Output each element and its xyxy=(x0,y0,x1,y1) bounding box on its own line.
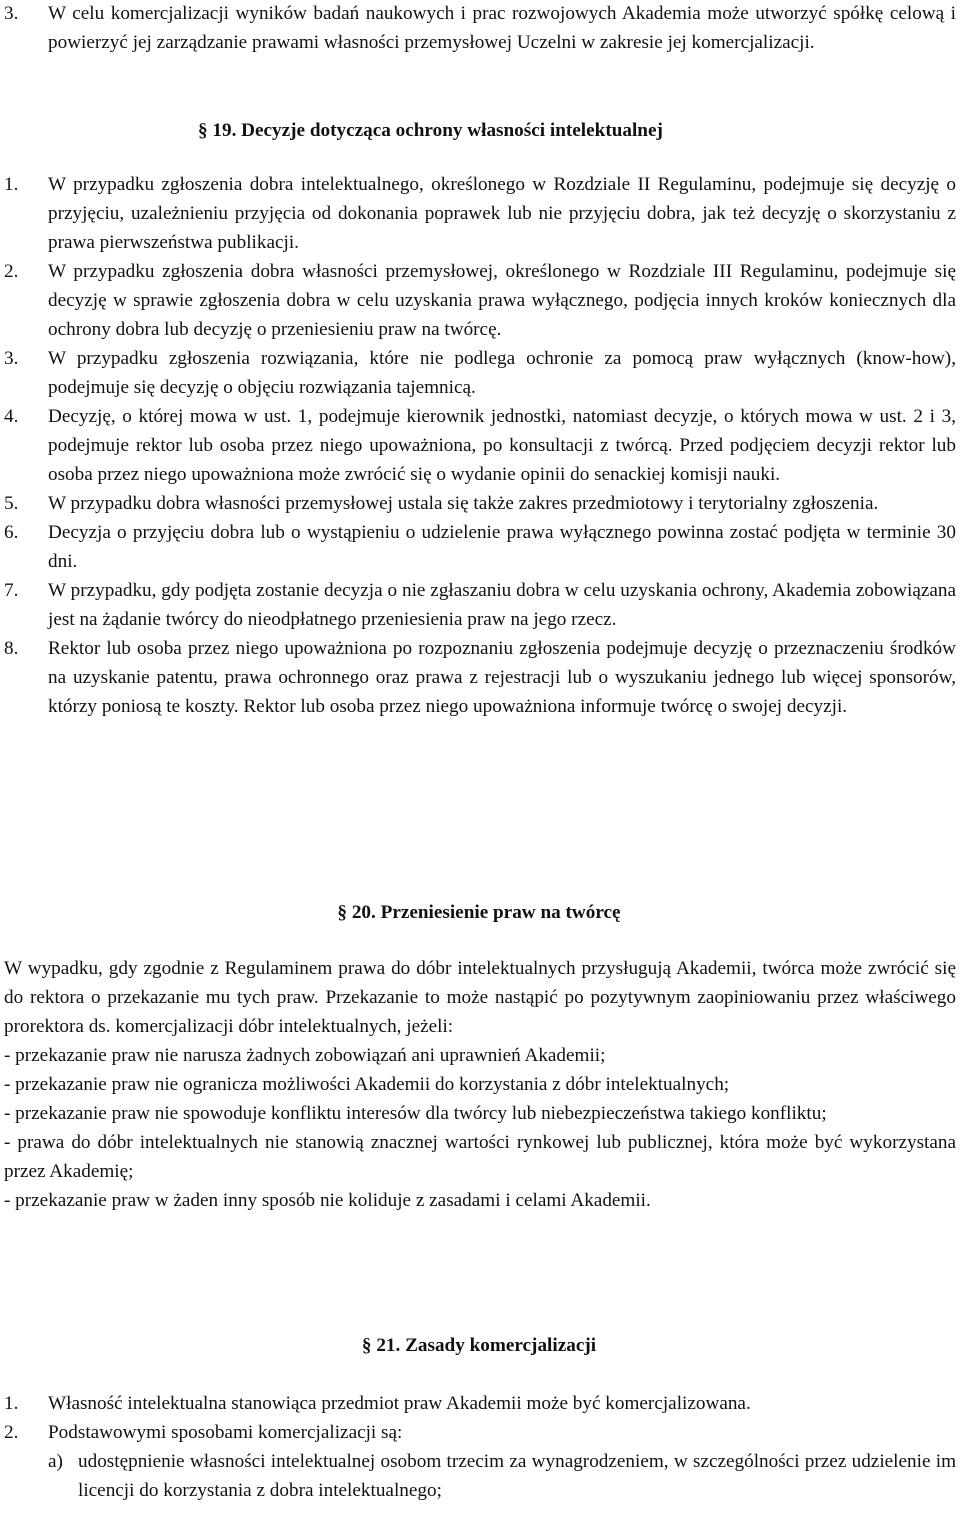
section-number: § 21. xyxy=(361,1335,401,1356)
condition-item: - przekazanie praw nie spowoduje konfliktu interesów dla twórcy lub niebezpieczeństwa takiego konfliktu; xyxy=(4,1103,827,1124)
item-text: W celu komercjalizacji wyników badań naukowych i prac rozwojowych Akademia może utworzyć spółkę celową i powierzyć jej zarządzanie prawami własności przemysłowej Uczelni w zakresie jej komercjalizacji. xyxy=(48,3,956,53)
item-text: Decyzję, o której mowa w ust. 1, podejmuje kierownik jednostki, natomiast decyzje, o których mowa w ust. 2 i 3, podejmuje rektor lub osoba przez niego upoważniona, po konsultacji z twórcą. Przed podjęciem decyzji rektor lub osoba przez niego upoważniona może zwrócić się o wydanie opinii do senackiej komisji nauki. xyxy=(48,406,956,485)
item-text: W przypadku dobra własności przemysłowej ustala się także zakres przedmiotowy i terytorialny zgłoszenia. xyxy=(48,493,879,514)
item-text: Własność intelektualna stanowiąca przedmiot praw Akademii może być komercjalizowana. xyxy=(48,1393,751,1414)
item-number: 3. xyxy=(4,3,19,24)
item-letter: a) xyxy=(48,1451,63,1472)
condition-item: - przekazanie praw nie narusza żadnych zobowiązań ani uprawnień Akademii; xyxy=(4,1045,606,1066)
list-item xyxy=(0,518,958,576)
list-item xyxy=(0,489,958,518)
list-item xyxy=(0,257,958,344)
list-item xyxy=(0,170,958,257)
section-title: § 19. Decyzje dotycząca ochrony własności intelektualnej xyxy=(198,120,663,141)
section-title-text: Zasady komercjalizacji xyxy=(405,1335,597,1356)
item-number: 6. xyxy=(4,522,19,543)
list-item xyxy=(0,1418,958,1447)
item-text: udostępnienie własności intelektualnej osobom trzecim za wynagrodzeniem, w szczególności przez udzielenie im licencji do korzystania z dobra intelektualnego; xyxy=(78,1451,956,1501)
item-number: 7. xyxy=(4,580,19,601)
top-item-3 xyxy=(0,0,958,57)
section-21-heading xyxy=(0,1331,958,1360)
item-text: W przypadku zgłoszenia dobra własności przemysłowej, określonego w Rozdziale III Regulaminu, podejmuje się decyzję w sprawie zgłoszenia dobra w celu uzyskania prawa wyłącznego, podjęcia innych kroków koniecznych dla ochrony dobra lub decyzję o przeniesieniu praw na twórcę. xyxy=(48,261,956,340)
section-20-body xyxy=(0,954,958,1215)
item-number: 4. xyxy=(4,406,19,427)
item-text: Decyzja o przyjęciu dobra lub o wystąpieniu o udzielenie prawa wyłącznego powinna zostać podjęta w terminie 30 dni. xyxy=(48,522,956,572)
item-text: W przypadku zgłoszenia rozwiązania, które nie podlega ochronie za pomocą praw wyłącznych (know-how), podejmuje się decyzję o objęciu rozwiązania tajemnicą. xyxy=(48,348,956,398)
sub-list-item xyxy=(0,1447,958,1505)
section-title xyxy=(0,898,958,927)
item-number: 2. xyxy=(4,261,19,282)
list-item xyxy=(0,1389,958,1418)
item-number: 1. xyxy=(4,174,19,195)
list-item xyxy=(0,634,958,721)
section-19-heading xyxy=(0,116,958,145)
list-item xyxy=(0,344,958,402)
condition-item: - przekazanie praw nie ogranicza możliwości Akademii do korzystania z dóbr intelektualnych; xyxy=(4,1074,730,1095)
item-text: W przypadku zgłoszenia dobra intelektualnego, określonego w Rozdziale II Regulaminu, podejmuje się decyzję o przyjęciu, uzależnieniu przyjęcia od dokonania poprawek lub nie przyjęciu dobra, jak też decyzję o skorzystaniu z prawa pierwszeństwa publikacji. xyxy=(48,174,956,253)
item-number: 3. xyxy=(4,348,19,369)
list-item xyxy=(0,402,958,489)
list-item xyxy=(0,0,958,57)
item-text: W przypadku, gdy podjęta zostanie decyzja o nie zgłaszaniu dobra w celu uzyskania ochrony, Akademia zobowiązana jest na żądanie twórcy do nieodpłatnego przeniesienia praw na jego rzecz. xyxy=(48,580,956,630)
section-20-heading xyxy=(0,898,958,927)
item-number: 2. xyxy=(4,1422,19,1443)
list-item xyxy=(0,576,958,634)
section-title-text: Przeniesienie praw na twórcę xyxy=(380,902,621,923)
item-number: 1. xyxy=(4,1393,19,1414)
item-number: 5. xyxy=(4,493,19,514)
item-number: 8. xyxy=(4,638,19,659)
section-21-list xyxy=(0,1389,958,1505)
condition-item: - przekazanie praw w żaden inny sposób nie koliduje z zasadami i celami Akademii. xyxy=(4,1190,651,1211)
item-text: Podstawowymi sposobami komercjalizacji są: xyxy=(48,1422,403,1443)
condition-item: - prawa do dóbr intelektualnych nie stanowią znacznej wartości rynkowej lub publicznej, która może być wykorzystana przez Akademię; xyxy=(4,1132,956,1182)
paragraph: W wypadku, gdy zgodnie z Regulaminem prawa do dóbr intelektualnych przysługują Akademii, twórca może zwrócić się do rektora o przekazanie mu tych praw. Przekazanie to może nastąpić po pozytywnym zaopiniowaniu przez właściwego prorektora ds. komercjalizacji dóbr intelektualnych, jeżeli: xyxy=(4,958,956,1037)
item-text: Rektor lub osoba przez niego upoważniona po rozpoznaniu zgłoszenia podejmuje decyzję o przeznaczeniu środków na uzyskanie patentu, prawa ochronnego oraz prawa z rejestracji lub o wyszukaniu jednego lub więcej sponsorów, którzy poniosą te koszty. Rektor lub osoba przez niego upoważniona informuje twórcę o swojej decyzji. xyxy=(48,638,956,717)
section-title xyxy=(0,1331,958,1360)
section-19-list xyxy=(0,170,958,721)
section-number: § 20. xyxy=(337,902,376,923)
